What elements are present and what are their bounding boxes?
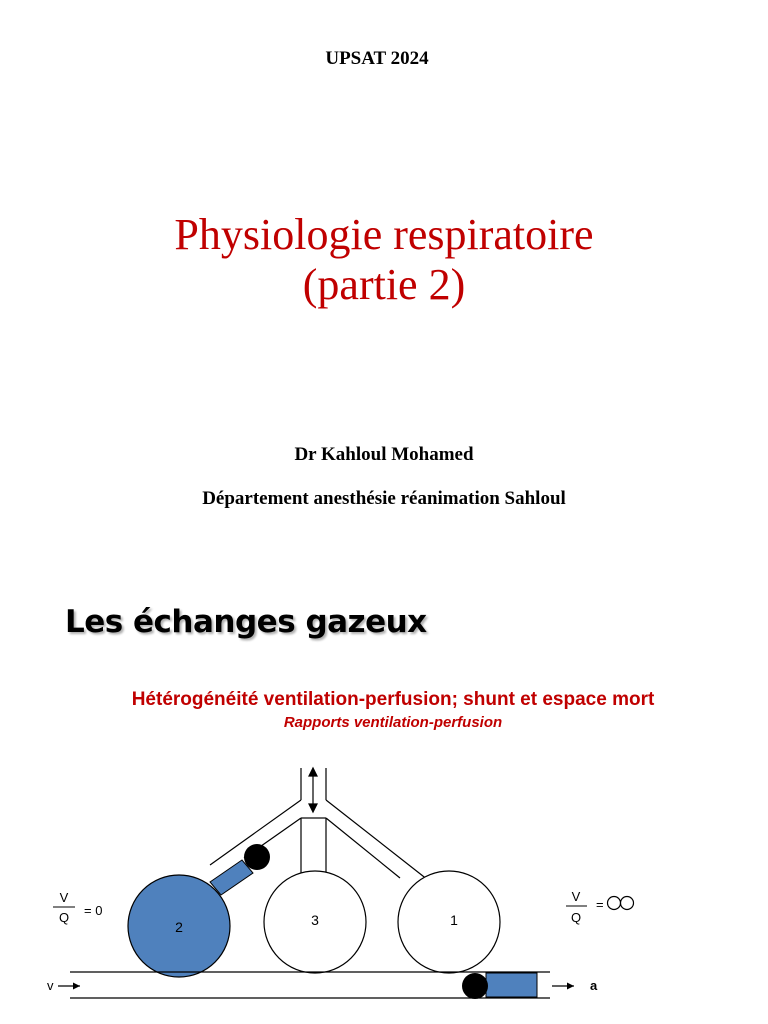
svg-text:=: = [596, 897, 604, 912]
section-title: Les échanges gazeux [65, 604, 427, 640]
slide-title-line2: (partie 2) [302, 260, 466, 309]
obstructed-airway [210, 844, 270, 895]
alveolus-3 [264, 871, 366, 973]
alveolus-2-label: 2 [175, 919, 183, 935]
svg-text:Q: Q [570, 910, 582, 925]
author-name: Dr Kahloul Mohamed [294, 444, 474, 465]
alveolus-1 [398, 871, 500, 973]
left-vq-ratio [53, 890, 102, 925]
alveolus-1-label: 1 [450, 912, 458, 928]
section-subsubtitle: Rapports ventilation-perfusion [283, 714, 503, 731]
event-label: UPSAT 2024 [325, 48, 429, 69]
svg-text:V: V [571, 889, 581, 904]
svg-text:Q: Q [58, 910, 70, 925]
arterial-label: a [590, 978, 598, 993]
author-department: Département anesthésie réanimation Sahloul [202, 488, 566, 509]
slide-title-line1: Physiologie respiratoire [174, 210, 594, 259]
svg-text:V: V [59, 890, 69, 905]
alveolus-2 [128, 875, 230, 977]
airflow-double-arrow-icon [309, 768, 317, 812]
svg-text:= 0: = 0 [84, 903, 103, 918]
alveolus-3-label: 3 [311, 912, 319, 928]
infinity-icon [608, 897, 634, 910]
venous-label: v [47, 978, 54, 993]
section-subtitle: Hétérogénéité ventilation-perfusion; shunt et espace mort [131, 689, 655, 710]
obstructed-capillary [462, 973, 537, 999]
right-vq-ratio [566, 889, 634, 925]
